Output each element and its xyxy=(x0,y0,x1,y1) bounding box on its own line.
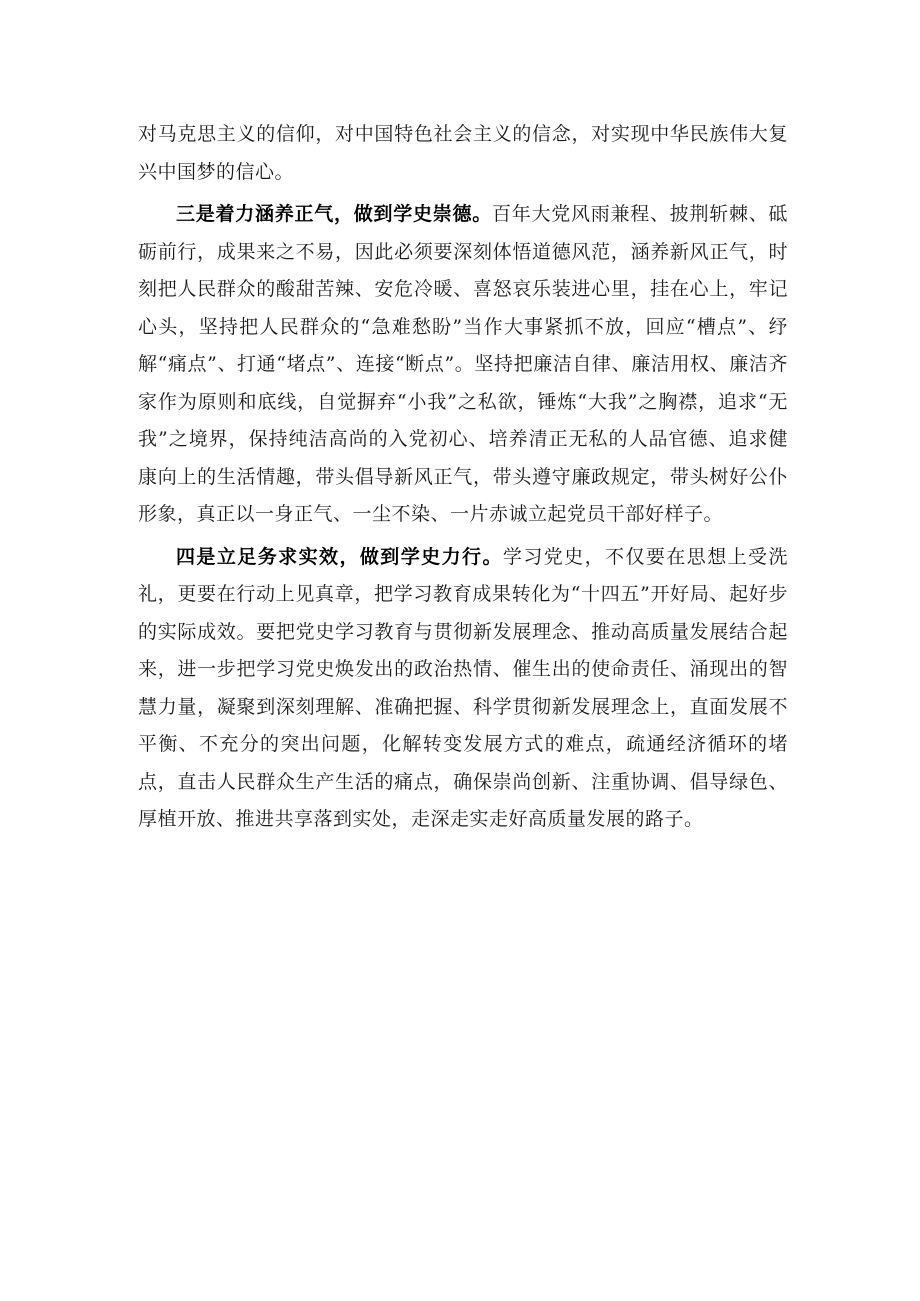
paragraph-three xyxy=(138,196,788,534)
document-body xyxy=(138,116,788,839)
paragraph-text: 学习党史，不仅要在思想上受洗礼，更要在行动上见真章，把学习教育成果转化为“十四五”开好局、起好步的实际成效。要把党史学习教育与贯彻新发展理念、推动高质量发展结合起来，进一步把学习党史焕发出的政治热情、催生出的使命责任、涌现出的智慧力量，凝聚到深刻理解、准确把握、科学贯彻新发展理念上，直面发展不平衡、不充分的突出问题，化解转变发展方式的难点，疏通经济循环的堵点，直击人民群众生产生活的痛点，确保崇尚创新、注重协调、倡导绿色、厚植开放、推进共享落到实处，走深走实走好高质量发展的路子。 xyxy=(138,545,788,830)
paragraph-four xyxy=(138,539,788,839)
paragraph-heading: 四是立足务求实效，做到学史力行。 xyxy=(176,545,503,568)
paragraph-text: 百年大党风雨兼程、披荆斩棘、砥砺前行，成果来之不易，因此必须要深刻体悟道德风范，涵养新风正气，时刻把人民群众的酸甜苦辣、安危冷暖、喜怒哀乐装进心里，挂在心上，牢记心头，坚持把人民群众的“急难愁盼”当作大事紧抓不放，回应“槽点”、纾解“痛点”、打通“堵点”、连接“断点”。坚持把廉洁自律、廉洁用权、廉洁齐家作为原则和底线，自觉摒弃“小我”之私欲，锤炼“大我”之胸襟，追求“无我”之境界，保持纯洁高尚的入党初心、培养清正无私的人品官德、追求健康向上的生活情趣，带头倡导新风正气，带头遵守廉政规定，带头树好公仆形象，真正以一身正气、一尘不染、一片赤诚立起党员干部好样子。 xyxy=(138,203,788,525)
paragraph-text: 对马克思主义的信仰，对中国特色社会主义的信念，对实现中华民族伟大复兴中国梦的信心。 xyxy=(138,123,788,183)
paragraph-continuation xyxy=(138,116,788,191)
paragraph-heading: 三是着力涵养正气，做到学史崇德。 xyxy=(176,203,492,225)
